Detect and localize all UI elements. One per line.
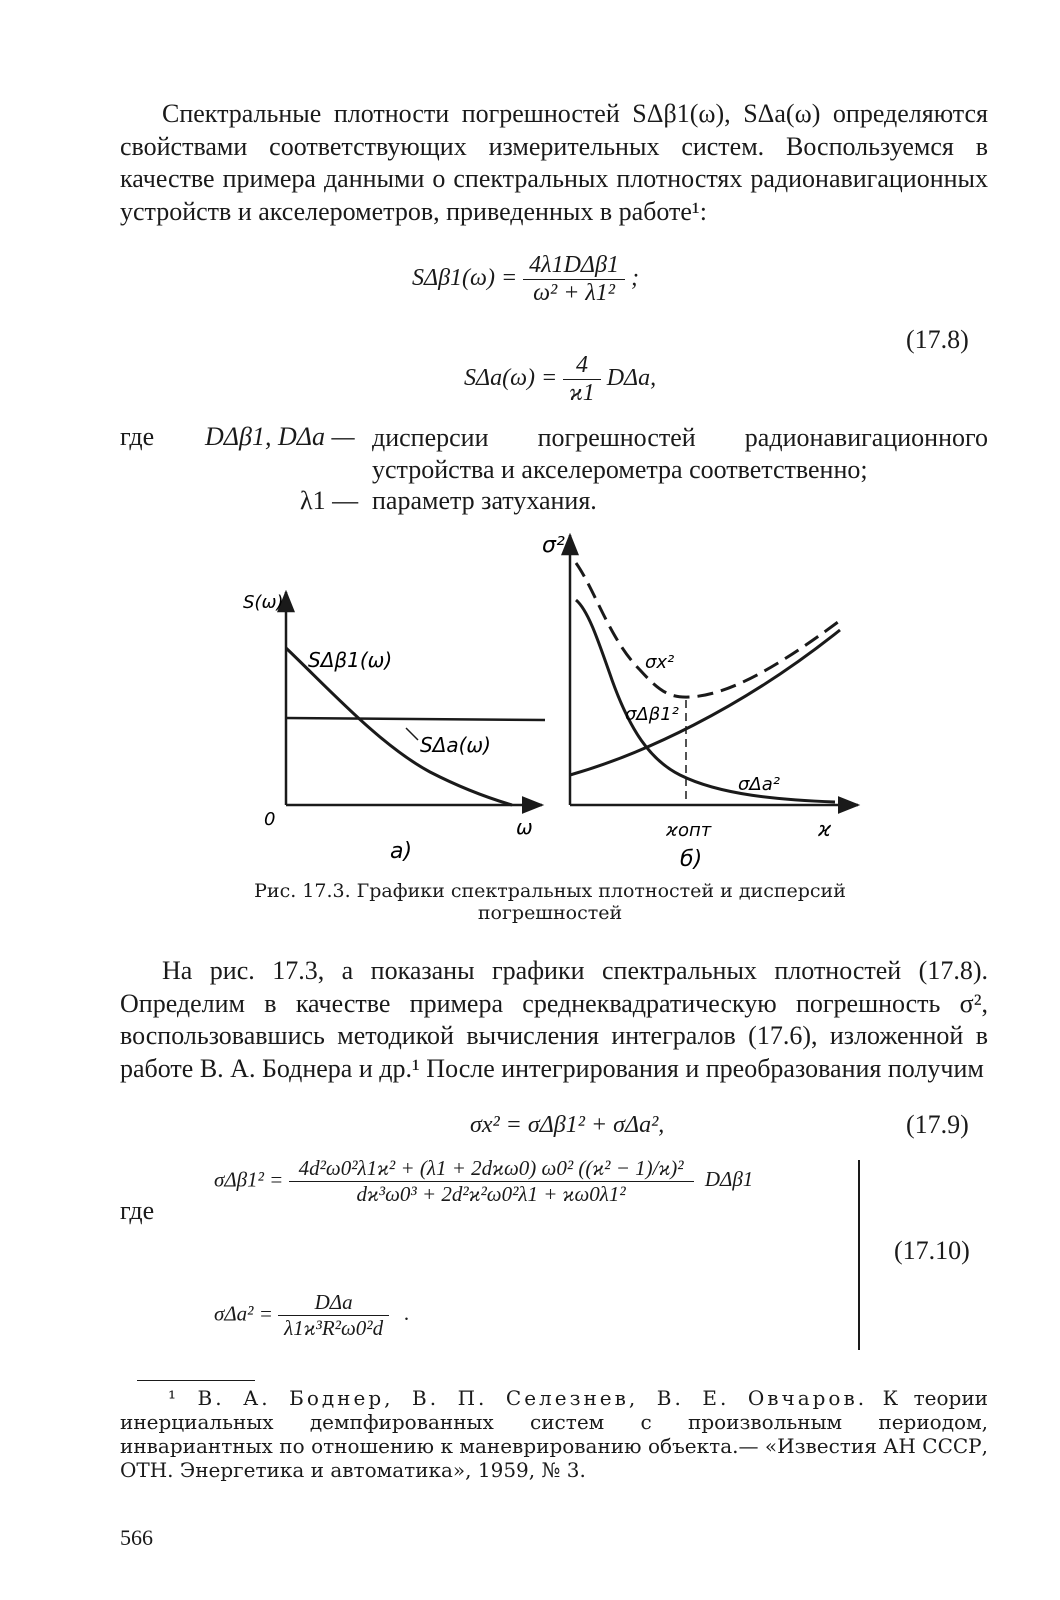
sigma-a-denominator: λ1ϰ³R²ω0²d: [284, 1316, 384, 1340]
sigma-beta-lhs: σΔβ1² =: [214, 1167, 284, 1192]
panel-a-origin: 0: [264, 809, 276, 830]
sigma-beta-fraction: [289, 1156, 694, 1207]
equation-number-17-8: (17.8): [906, 325, 969, 354]
sigma-a-lhs: σΔa² =: [214, 1301, 273, 1326]
s-a-numerator: 4: [563, 352, 601, 380]
curve-sigma-x: [576, 563, 838, 697]
curve-sigma-beta: [570, 630, 840, 775]
panel-b-x-label: ϰ: [818, 817, 832, 841]
panel-b-label: б): [680, 847, 703, 872]
label-sigma-beta: σΔβ1²: [625, 704, 679, 725]
sigma-a-fraction: [278, 1290, 389, 1341]
leader-s-a: [406, 728, 418, 740]
label-sigma-a: σΔa²: [738, 774, 780, 795]
s-beta-end: ;: [630, 265, 639, 292]
panel-a-label: а): [390, 839, 413, 864]
equation-number-17-9: (17.9): [906, 1110, 969, 1139]
label-s-beta: SΔβ1(ω): [308, 648, 393, 672]
formula-sigma-beta: [214, 1156, 753, 1207]
where-symbols-d: DΔβ1, DΔa —: [205, 422, 355, 451]
panel-a-y-label: S(ω): [243, 592, 284, 613]
equation-number-17-10: (17.10): [894, 1236, 970, 1265]
footnote-rule: [137, 1380, 255, 1381]
panel-b-plot: [542, 533, 858, 872]
footnote-authors: ¹ В. А. Боднер, В. П. Селезнев, В. Е. Овчаров.: [168, 1386, 868, 1410]
footnote-text: К теории инерциальных демпфированных систем с произвольным периодом, инвариантных по отношению к маневрированию объекта.— «Известия АН СССР, ОТН. Энергетика и автоматика», 1959, № 3.: [120, 1386, 988, 1482]
label-x-opt: ϰопт: [666, 820, 712, 841]
label-s-a: SΔa(ω): [420, 733, 491, 757]
main-paragraph: На рис. 17.3, а показаны графики спектральных плотностей (17.8). Определим в качестве примера среднеквадратическую погрешность σ², воспользовавшись методикой вычисления интегралов (17.6), изложенной в работе В. А. Боднера и др.¹ После интегрирования и преобразования получим: [120, 956, 988, 1083]
figure-caption: Рис. 17.3. Графики спектральных плотностей и дисперсий погрешностей: [254, 880, 846, 924]
where-word: где: [120, 422, 155, 451]
panel-a-x-label: ω: [516, 815, 533, 839]
s-beta-numerator: 4λ1DΔβ1: [523, 252, 625, 280]
panel-a-plot: [243, 592, 545, 864]
footnote: [120, 1386, 988, 1482]
s-a-denominator: ϰ1: [569, 380, 595, 406]
where-symbol-lambda: λ1 —: [300, 486, 359, 515]
s-a-lhs: SΔa(ω) =: [464, 365, 558, 392]
sigma-a-numerator: DΔa: [278, 1290, 389, 1316]
s-beta-lhs: SΔβ1(ω) =: [412, 265, 518, 292]
panel-b-y-label: σ²: [542, 533, 565, 558]
sigma-beta-multiplier: DΔβ1: [704, 1167, 754, 1192]
sigma-beta-denominator: dϰ³ω0³ + 2d²ϰ²ω0²λ1 + ϰω0λ1²: [356, 1182, 626, 1206]
curve-sigma-a: [576, 600, 835, 802]
page-number: 566: [120, 1525, 153, 1550]
sigma-beta-numerator: 4d²ω0²λ1ϰ² + (λ1 + 2dϰω0) ω0² ((ϰ² − 1)/ϰ)²: [289, 1156, 694, 1182]
where-definition-lambda: параметр затухания.: [372, 486, 597, 515]
s-a-rhs: DΔa,: [606, 365, 657, 392]
formula-17-9: σx² = σΔβ1² + σΔa²,: [470, 1112, 665, 1138]
sigma-a-end: .: [404, 1301, 410, 1326]
equation-brace: [858, 1160, 860, 1350]
label-sigma-x: σx²: [645, 652, 675, 673]
formula-sigma-a: [214, 1290, 410, 1341]
where-word-2: где: [120, 1196, 155, 1225]
where-definition-d: дисперсии погрешностей радионавигационного устройства и акселерометра соответственно;: [372, 423, 988, 484]
s-beta-denominator: ω² + λ1²: [533, 280, 616, 306]
curve-s-a: [286, 718, 545, 720]
intro-paragraph: Спектральные плотности погрешностей SΔβ1(ω), SΔa(ω) определяются свойствами соответствующих измерительных систем. Воспользуемся в качестве примера данными о спектральных плотностях радионавигационных устройств и акселерометров, приведенных в работе¹:: [120, 99, 988, 226]
